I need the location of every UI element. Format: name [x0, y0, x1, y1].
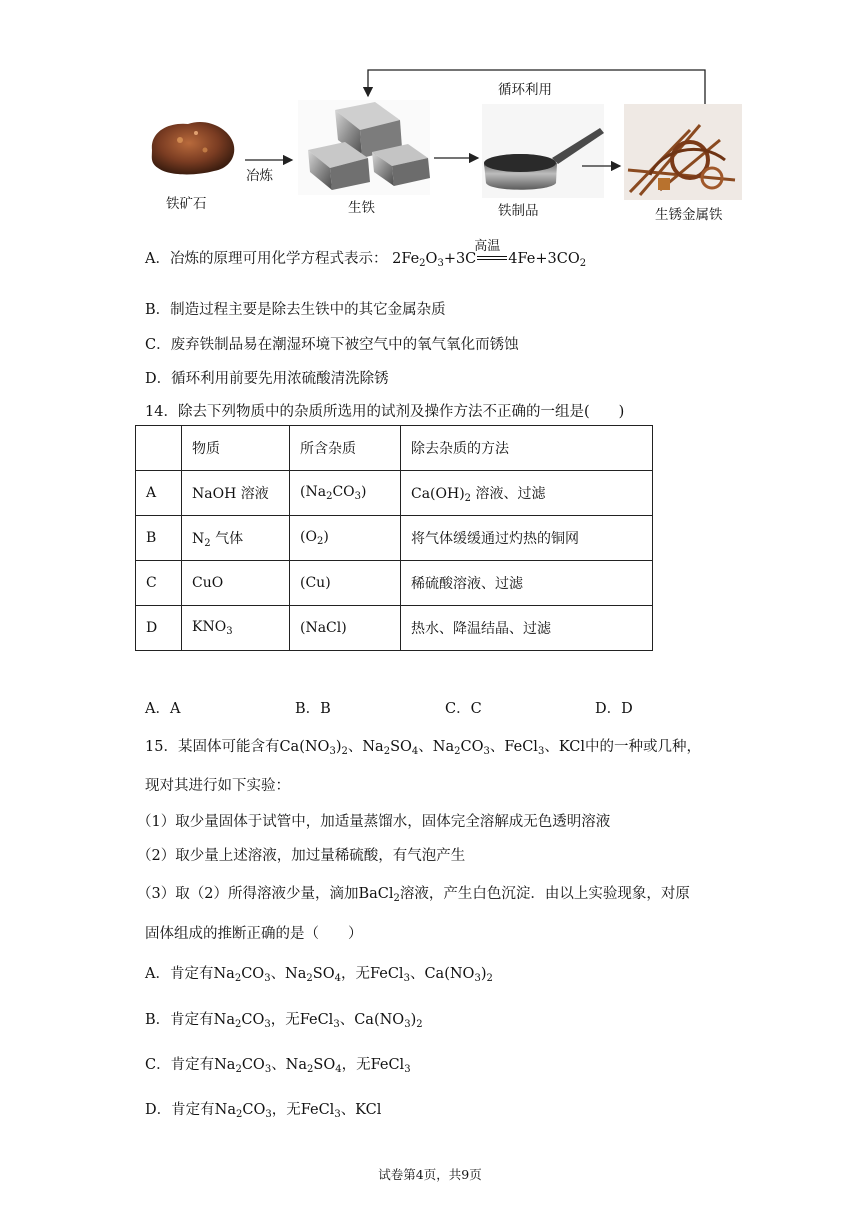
- substance-cell: $KNO_3$: [182, 606, 290, 651]
- method-cell: $Ca(OH)_2$ 溶液、过滤: [401, 471, 653, 516]
- q15-step2: （2）取少量上述溶液，加过量稀硫酸，有气泡产生: [137, 848, 466, 864]
- q15-option-c: C．肯定有$Na_2CO_3$、$Na_2SO_4$，无FeCl$_3$: [145, 1057, 411, 1075]
- table-row: [136, 516, 653, 561]
- iron-ore-image: [152, 122, 234, 174]
- q13-option-d: D．循环利用前要先用浓硫酸清洗除锈: [145, 371, 389, 387]
- smelt-label: 冶炼: [246, 168, 273, 184]
- row-label: A: [136, 471, 182, 516]
- row-label: D: [136, 606, 182, 651]
- iron-product-image: [482, 104, 604, 198]
- table-row: [136, 561, 653, 606]
- q15-line2: 现对其进行如下实验：: [145, 778, 290, 794]
- iron-ore-label: 铁矿石: [166, 196, 207, 212]
- q15-option-b: B．肯定有$Na_2CO_3$，无FeCl$_3$、$Ca(NO_3)_2$: [145, 1012, 423, 1030]
- row-label: C: [136, 561, 182, 606]
- q14-option-b: B．B: [295, 701, 331, 717]
- impurity-cell: (NaCl): [290, 606, 401, 651]
- page-footer: 试卷第4页，共9页: [378, 1167, 482, 1182]
- method-cell: 热水、降温结晶、过滤: [401, 606, 653, 651]
- q13-option-a: A．冶炼的原理可用化学方程式表示： $2Fe_2O_3+3C$ 高温 $4Fe+3CO_2$: [145, 247, 586, 269]
- q14-option-d: D．D: [595, 701, 633, 717]
- table-header-cell: 物质: [182, 426, 290, 471]
- iron-product-label: 铁制品: [498, 203, 539, 219]
- q14-option-c: C．C: [445, 701, 482, 717]
- substance-cell: NaOH 溶液: [182, 471, 290, 516]
- diagram-graphics: [0, 0, 860, 230]
- q15-step1: （1）取少量固体于试管中，加适量蒸馏水，固体完全溶解成无色透明溶液: [137, 814, 611, 830]
- substance-cell: CuO: [182, 561, 290, 606]
- table-row: [136, 606, 653, 651]
- impurity-cell: (Cu): [290, 561, 401, 606]
- substance-cell: $N_2$ 气体: [182, 516, 290, 561]
- q14-question: 14．除去下列物质中的杂质所选用的试剂及操作方法不正确的一组是( ): [145, 404, 625, 420]
- smelting-equation: $2Fe_2O_3+3C$ 高温 $4Fe+3CO_2$: [392, 251, 586, 267]
- pig-iron-image: [298, 100, 430, 195]
- method-cell: 将气体缓缓通过灼热的铜网: [401, 516, 653, 561]
- reaction-condition: 高温: [474, 239, 501, 254]
- method-cell: 稀硫酸溶液、过滤: [401, 561, 653, 606]
- q15-line6: 固体组成的推断正确的是（ ）: [145, 926, 363, 942]
- table-header-row: [136, 426, 653, 471]
- pig-iron-label: 生铁: [348, 200, 375, 216]
- rusty-iron-label: 生锈金属铁: [655, 207, 723, 223]
- impurity-cell: $(O_2)$: [290, 516, 401, 561]
- table-header-cell: [136, 426, 182, 471]
- table-row: [136, 471, 653, 516]
- q13-option-b: B．制造过程主要是除去生铁中的其它金属杂质: [145, 302, 446, 318]
- table-header-cell: 除去杂质的方法: [401, 426, 653, 471]
- row-label: B: [136, 516, 182, 561]
- table-header-cell: 所含杂质: [290, 426, 401, 471]
- q14-table: [135, 425, 653, 651]
- q14-option-a: A．A: [145, 701, 181, 717]
- q15-option-d: D．肯定有$Na_2CO_3$，无FeCl$_3$、KCl: [145, 1102, 382, 1120]
- q15-option-a: A．肯定有$Na_2CO_3$、$Na_2SO_4$，无FeCl$_3$、$Ca(NO_3)_2$: [145, 966, 493, 984]
- recycle-label: 循环利用: [498, 82, 552, 98]
- q15-step3: （3）取（2）所得溶液少量，滴加BaCl$_2$溶液，产生白色沉淀．由以上实验现象，对原: [137, 886, 690, 904]
- rusty-iron-image: [624, 104, 742, 200]
- q15-intro: 15．某固体可能含有$Ca(NO_3)_2$、$Na_2SO_4$、$Na_2CO_3$、FeCl$_3$、KCl中的一种或几种，: [145, 739, 702, 757]
- q13-option-c: C．废弃铁制品易在潮湿环境下被空气中的氧气氧化而锈蚀: [145, 337, 519, 353]
- impurity-cell: $(Na_2CO_3)$: [290, 471, 401, 516]
